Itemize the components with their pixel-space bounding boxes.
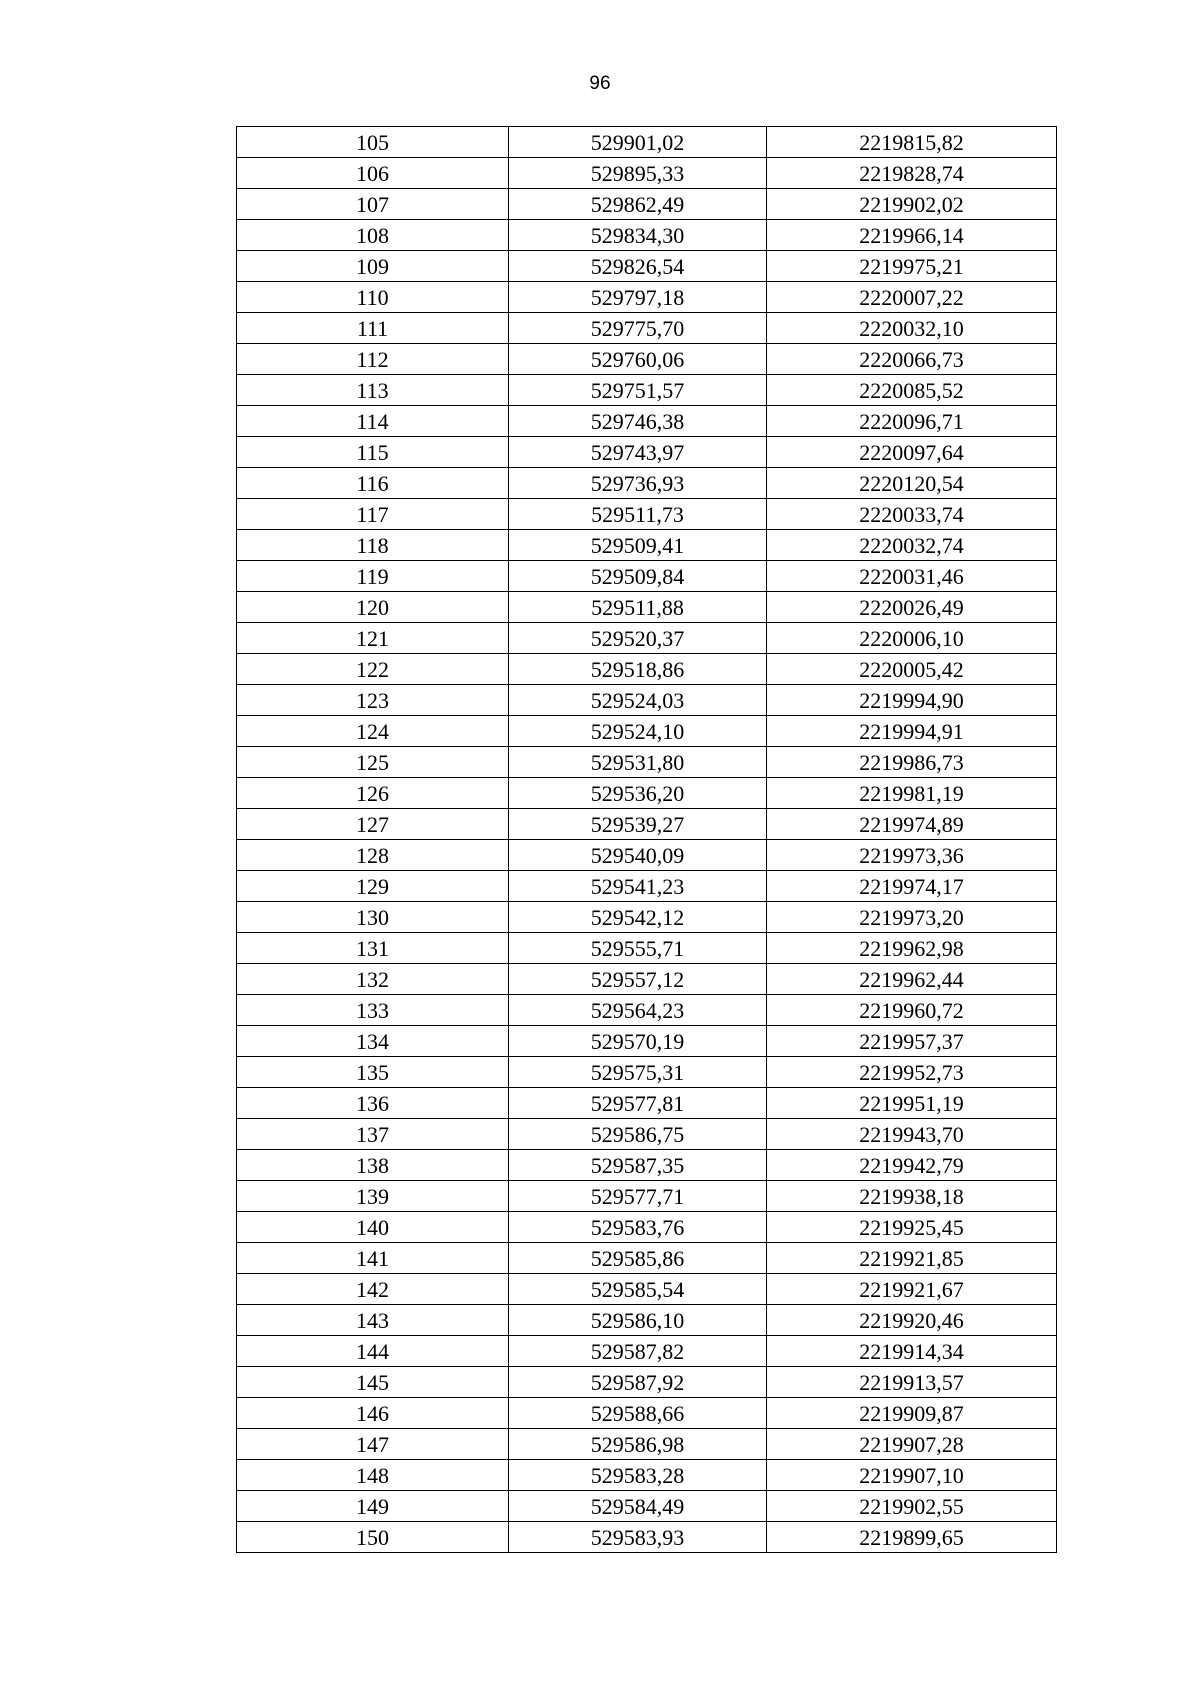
x-coordinate-cell: 529524,10	[509, 716, 767, 747]
x-coordinate-cell: 529583,76	[509, 1212, 767, 1243]
x-coordinate-cell: 529540,09	[509, 840, 767, 871]
y-coordinate-cell: 2220097,64	[767, 437, 1057, 468]
point-number-cell: 105	[237, 127, 509, 158]
x-coordinate-cell: 529751,57	[509, 375, 767, 406]
x-coordinate-cell: 529834,30	[509, 220, 767, 251]
point-number-cell: 109	[237, 251, 509, 282]
y-coordinate-cell: 2219962,44	[767, 964, 1057, 995]
point-number-cell: 116	[237, 468, 509, 499]
table-row	[237, 592, 1057, 623]
y-coordinate-cell: 2219902,02	[767, 189, 1057, 220]
table-row	[237, 1429, 1057, 1460]
y-coordinate-cell: 2220006,10	[767, 623, 1057, 654]
point-number-cell: 127	[237, 809, 509, 840]
table-row	[237, 375, 1057, 406]
x-coordinate-cell: 529509,84	[509, 561, 767, 592]
y-coordinate-cell: 2219957,37	[767, 1026, 1057, 1057]
x-coordinate-cell: 529511,88	[509, 592, 767, 623]
x-coordinate-cell: 529509,41	[509, 530, 767, 561]
y-coordinate-cell: 2219815,82	[767, 127, 1057, 158]
table-row	[237, 778, 1057, 809]
y-coordinate-cell: 2219994,91	[767, 716, 1057, 747]
y-coordinate-cell: 2219920,46	[767, 1305, 1057, 1336]
point-number-cell: 130	[237, 902, 509, 933]
point-number-cell: 128	[237, 840, 509, 871]
x-coordinate-cell: 529541,23	[509, 871, 767, 902]
point-number-cell: 112	[237, 344, 509, 375]
table-row	[237, 313, 1057, 344]
table-row	[237, 654, 1057, 685]
x-coordinate-cell: 529555,71	[509, 933, 767, 964]
table-row	[237, 1274, 1057, 1305]
point-number-cell: 115	[237, 437, 509, 468]
x-coordinate-cell: 529585,54	[509, 1274, 767, 1305]
y-coordinate-cell: 2219909,87	[767, 1398, 1057, 1429]
y-coordinate-cell: 2220032,10	[767, 313, 1057, 344]
point-number-cell: 150	[237, 1522, 509, 1553]
point-number-cell: 143	[237, 1305, 509, 1336]
table-row	[237, 1367, 1057, 1398]
point-number-cell: 129	[237, 871, 509, 902]
x-coordinate-cell: 529583,28	[509, 1460, 767, 1491]
point-number-cell: 108	[237, 220, 509, 251]
table-row	[237, 1212, 1057, 1243]
y-coordinate-cell: 2219952,73	[767, 1057, 1057, 1088]
x-coordinate-cell: 529587,92	[509, 1367, 767, 1398]
x-coordinate-cell: 529583,93	[509, 1522, 767, 1553]
table-row	[237, 933, 1057, 964]
table-row	[237, 1088, 1057, 1119]
point-number-cell: 125	[237, 747, 509, 778]
table-row	[237, 1305, 1057, 1336]
x-coordinate-cell: 529586,10	[509, 1305, 767, 1336]
y-coordinate-cell: 2219943,70	[767, 1119, 1057, 1150]
table-row	[237, 964, 1057, 995]
point-number-cell: 136	[237, 1088, 509, 1119]
table-row	[237, 716, 1057, 747]
x-coordinate-cell: 529760,06	[509, 344, 767, 375]
x-coordinate-cell: 529557,12	[509, 964, 767, 995]
x-coordinate-cell: 529584,49	[509, 1491, 767, 1522]
table-row	[237, 902, 1057, 933]
y-coordinate-cell: 2220031,46	[767, 561, 1057, 592]
y-coordinate-cell: 2219951,19	[767, 1088, 1057, 1119]
point-number-cell: 117	[237, 499, 509, 530]
point-number-cell: 147	[237, 1429, 509, 1460]
x-coordinate-cell: 529542,12	[509, 902, 767, 933]
y-coordinate-cell: 2220120,54	[767, 468, 1057, 499]
point-number-cell: 145	[237, 1367, 509, 1398]
point-number-cell: 114	[237, 406, 509, 437]
table-row	[237, 561, 1057, 592]
y-coordinate-cell: 2219907,10	[767, 1460, 1057, 1491]
point-number-cell: 141	[237, 1243, 509, 1274]
point-number-cell: 138	[237, 1150, 509, 1181]
point-number-cell: 106	[237, 158, 509, 189]
y-coordinate-cell: 2219973,36	[767, 840, 1057, 871]
y-coordinate-cell: 2219975,21	[767, 251, 1057, 282]
x-coordinate-cell: 529564,23	[509, 995, 767, 1026]
point-number-cell: 120	[237, 592, 509, 623]
table-row	[237, 623, 1057, 654]
page-number: 96	[589, 73, 611, 94]
x-coordinate-cell: 529531,80	[509, 747, 767, 778]
x-coordinate-cell: 529826,54	[509, 251, 767, 282]
point-number-cell: 122	[237, 654, 509, 685]
table-row	[237, 220, 1057, 251]
y-coordinate-cell: 2219914,34	[767, 1336, 1057, 1367]
y-coordinate-cell: 2219960,72	[767, 995, 1057, 1026]
x-coordinate-cell: 529575,31	[509, 1057, 767, 1088]
point-number-cell: 149	[237, 1491, 509, 1522]
x-coordinate-cell: 529901,02	[509, 127, 767, 158]
table-row	[237, 499, 1057, 530]
point-number-cell: 148	[237, 1460, 509, 1491]
table-row	[237, 1057, 1057, 1088]
table-row	[237, 344, 1057, 375]
x-coordinate-cell: 529511,73	[509, 499, 767, 530]
x-coordinate-cell: 529895,33	[509, 158, 767, 189]
point-number-cell: 140	[237, 1212, 509, 1243]
table-row	[237, 1026, 1057, 1057]
y-coordinate-cell: 2219913,57	[767, 1367, 1057, 1398]
point-number-cell: 133	[237, 995, 509, 1026]
y-coordinate-cell: 2219962,98	[767, 933, 1057, 964]
x-coordinate-cell: 529746,38	[509, 406, 767, 437]
x-coordinate-cell: 529585,86	[509, 1243, 767, 1274]
y-coordinate-cell: 2219921,67	[767, 1274, 1057, 1305]
table-row	[237, 1150, 1057, 1181]
x-coordinate-cell: 529539,27	[509, 809, 767, 840]
y-coordinate-cell: 2219907,28	[767, 1429, 1057, 1460]
y-coordinate-cell: 2219902,55	[767, 1491, 1057, 1522]
x-coordinate-cell: 529736,93	[509, 468, 767, 499]
point-number-cell: 110	[237, 282, 509, 313]
point-number-cell: 144	[237, 1336, 509, 1367]
point-number-cell: 124	[237, 716, 509, 747]
y-coordinate-cell: 2219986,73	[767, 747, 1057, 778]
point-number-cell: 131	[237, 933, 509, 964]
point-number-cell: 135	[237, 1057, 509, 1088]
x-coordinate-cell: 529588,66	[509, 1398, 767, 1429]
x-coordinate-cell: 529775,70	[509, 313, 767, 344]
y-coordinate-cell: 2219925,45	[767, 1212, 1057, 1243]
table-row	[237, 530, 1057, 561]
point-number-cell: 139	[237, 1181, 509, 1212]
table-row	[237, 406, 1057, 437]
table-row	[237, 747, 1057, 778]
y-coordinate-cell: 2220096,71	[767, 406, 1057, 437]
y-coordinate-cell: 2220007,22	[767, 282, 1057, 313]
y-coordinate-cell: 2219938,18	[767, 1181, 1057, 1212]
point-number-cell: 111	[237, 313, 509, 344]
table-row	[237, 189, 1057, 220]
point-number-cell: 118	[237, 530, 509, 561]
table-row	[237, 437, 1057, 468]
y-coordinate-cell: 2220066,73	[767, 344, 1057, 375]
table-row	[237, 1336, 1057, 1367]
table-row	[237, 809, 1057, 840]
point-number-cell: 113	[237, 375, 509, 406]
table-row	[237, 468, 1057, 499]
x-coordinate-cell: 529587,35	[509, 1150, 767, 1181]
point-number-cell: 142	[237, 1274, 509, 1305]
x-coordinate-cell: 529518,86	[509, 654, 767, 685]
table-row	[237, 282, 1057, 313]
y-coordinate-cell: 2219899,65	[767, 1522, 1057, 1553]
table-row	[237, 1398, 1057, 1429]
table-row	[237, 127, 1057, 158]
y-coordinate-cell: 2220032,74	[767, 530, 1057, 561]
x-coordinate-cell: 529797,18	[509, 282, 767, 313]
table-row	[237, 1522, 1057, 1553]
table-row	[237, 995, 1057, 1026]
x-coordinate-cell: 529586,98	[509, 1429, 767, 1460]
table-row	[237, 685, 1057, 716]
y-coordinate-cell: 2219974,17	[767, 871, 1057, 902]
point-number-cell: 123	[237, 685, 509, 716]
y-coordinate-cell: 2220033,74	[767, 499, 1057, 530]
y-coordinate-cell: 2219921,85	[767, 1243, 1057, 1274]
point-number-cell: 121	[237, 623, 509, 654]
y-coordinate-cell: 2219942,79	[767, 1150, 1057, 1181]
table-row	[237, 1181, 1057, 1212]
coordinates-table	[236, 126, 1057, 1553]
y-coordinate-cell: 2219981,19	[767, 778, 1057, 809]
x-coordinate-cell: 529586,75	[509, 1119, 767, 1150]
x-coordinate-cell: 529577,71	[509, 1181, 767, 1212]
x-coordinate-cell: 529520,37	[509, 623, 767, 654]
x-coordinate-cell: 529524,03	[509, 685, 767, 716]
y-coordinate-cell: 2219994,90	[767, 685, 1057, 716]
point-number-cell: 126	[237, 778, 509, 809]
table-row	[237, 1460, 1057, 1491]
table-row	[237, 840, 1057, 871]
x-coordinate-cell: 529587,82	[509, 1336, 767, 1367]
x-coordinate-cell: 529570,19	[509, 1026, 767, 1057]
point-number-cell: 134	[237, 1026, 509, 1057]
point-number-cell: 119	[237, 561, 509, 592]
x-coordinate-cell: 529743,97	[509, 437, 767, 468]
table-row	[237, 251, 1057, 282]
point-number-cell: 137	[237, 1119, 509, 1150]
point-number-cell: 132	[237, 964, 509, 995]
x-coordinate-cell: 529536,20	[509, 778, 767, 809]
coordinates-table-body	[237, 127, 1057, 1553]
table-row	[237, 1491, 1057, 1522]
y-coordinate-cell: 2220005,42	[767, 654, 1057, 685]
x-coordinate-cell: 529862,49	[509, 189, 767, 220]
y-coordinate-cell: 2219974,89	[767, 809, 1057, 840]
y-coordinate-cell: 2219966,14	[767, 220, 1057, 251]
y-coordinate-cell: 2219828,74	[767, 158, 1057, 189]
y-coordinate-cell: 2220026,49	[767, 592, 1057, 623]
point-number-cell: 146	[237, 1398, 509, 1429]
y-coordinate-cell: 2220085,52	[767, 375, 1057, 406]
table-row	[237, 1243, 1057, 1274]
table-row	[237, 1119, 1057, 1150]
point-number-cell: 107	[237, 189, 509, 220]
x-coordinate-cell: 529577,81	[509, 1088, 767, 1119]
table-row	[237, 871, 1057, 902]
table-row	[237, 158, 1057, 189]
y-coordinate-cell: 2219973,20	[767, 902, 1057, 933]
